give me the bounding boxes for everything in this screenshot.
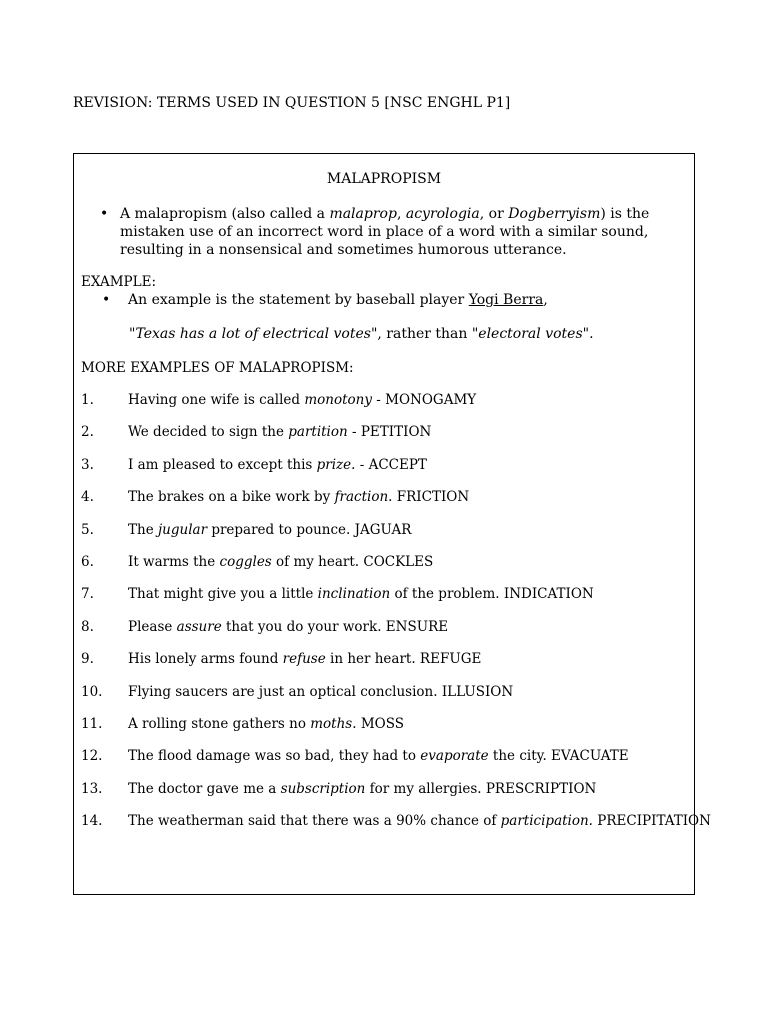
content-box xyxy=(73,153,711,895)
malapropism-word: refuse xyxy=(282,651,326,668)
item-number: 7. xyxy=(81,586,94,603)
item-text: Having one wife is called xyxy=(128,392,305,408)
item-text: It warms the xyxy=(128,554,220,570)
item-text: Please xyxy=(128,618,177,635)
item-number: 5. xyxy=(81,521,94,538)
item-number: 1. xyxy=(81,392,94,408)
correct-word: FRICTION xyxy=(392,489,470,506)
malapropism-word: inclination xyxy=(317,586,391,603)
list-item xyxy=(81,651,481,667)
list-item xyxy=(81,781,596,797)
malapropism-word: partition xyxy=(288,424,348,441)
item-text: I am pleased to except this xyxy=(128,456,317,473)
definition-text: A malapropism (also called a malaprop, acyrologia, or Dogberryism) is the mistaken use of an incorrect word in place of a word with a similar sound, resulting in a nonsensical and sometimes humorous utterance. xyxy=(120,206,650,258)
item-text: The doctor gave me a xyxy=(128,780,281,797)
malapropism-word: monotony xyxy=(304,392,372,408)
example-quote: "Texas has a lot of electrical votes", rather than "electoral votes". xyxy=(129,326,594,342)
example-label: EXAMPLE: xyxy=(81,274,157,290)
malapropism-word: prize. xyxy=(316,456,356,473)
item-text: Flying saucers are just an optical conclusion. ILLUSION xyxy=(128,683,514,700)
correct-word: of the problem. INDICATION xyxy=(390,586,594,603)
item-number: 14. xyxy=(81,813,103,830)
item-number: 10. xyxy=(81,683,103,700)
item-number: 2. xyxy=(81,424,94,441)
list-item xyxy=(81,619,448,635)
list-item xyxy=(81,392,476,408)
correct-word: of my heart. COCKLES xyxy=(271,554,434,570)
list-item xyxy=(81,684,513,700)
item-number: 12. xyxy=(81,748,103,765)
list-item xyxy=(81,813,711,829)
malapropism-word: coggles xyxy=(219,554,272,570)
correct-word: that you do your work. ENSURE xyxy=(221,618,449,635)
malapropism-word: moths. xyxy=(310,716,357,732)
malapropism-word: subscription xyxy=(280,780,366,797)
item-number: 8. xyxy=(81,618,94,635)
malapropism-word: fraction. xyxy=(334,489,393,506)
item-text: We decided to sign the xyxy=(128,424,289,441)
list-item xyxy=(81,748,629,764)
list-item xyxy=(81,586,594,602)
correct-word: prepared to pounce. JAGUAR xyxy=(207,521,412,538)
correct-word: - PETITION xyxy=(347,424,432,441)
list-item xyxy=(81,489,469,505)
malapropism-word: participation. xyxy=(500,813,593,830)
box-title: MALAPROPISM xyxy=(326,171,442,187)
item-text: His lonely arms found xyxy=(128,651,283,668)
list-item xyxy=(81,716,404,732)
item-number: 11. xyxy=(81,716,103,732)
example-line: • An example is the statement by baseball player Yogi Berra, xyxy=(102,292,548,308)
malapropism-word: jugular xyxy=(157,521,208,538)
item-number: 9. xyxy=(81,651,94,668)
more-examples-label: MORE EXAMPLES OF MALAPROPISM: xyxy=(81,360,354,376)
page-heading: REVISION: TERMS USED IN QUESTION 5 [NSC ENGHL P1] xyxy=(73,95,511,111)
list-item xyxy=(81,522,411,538)
item-text: That might give you a little xyxy=(128,586,318,603)
correct-word: - MONOGAMY xyxy=(372,392,477,408)
correct-word: for my allergies. PRESCRIPTION xyxy=(365,780,597,797)
item-number: 13. xyxy=(81,780,103,797)
correct-word: - ACCEPT xyxy=(355,456,427,473)
bullet-icon: • xyxy=(100,206,109,222)
person-name: Yogi Berra xyxy=(468,292,544,308)
item-text: A rolling stone gathers no xyxy=(128,716,311,732)
malapropism-word: assure xyxy=(176,618,222,635)
list-item xyxy=(81,424,431,440)
correct-word: in her heart. REFUGE xyxy=(325,651,482,668)
bullet-icon: • xyxy=(102,292,111,308)
item-text: The flood damage was so bad, they had to xyxy=(128,748,421,765)
correct-word: PRECIPITATION xyxy=(592,813,711,830)
malapropism-word: evaporate xyxy=(420,748,489,765)
item-number: 4. xyxy=(81,489,94,506)
list-item xyxy=(81,554,433,570)
item-text: The xyxy=(128,521,158,538)
correct-word: the city. EVACUATE xyxy=(488,748,629,765)
correct-word: MOSS xyxy=(356,716,404,732)
item-number: 6. xyxy=(81,554,94,570)
item-text: The brakes on a bike work by xyxy=(128,489,335,506)
item-number: 3. xyxy=(81,456,94,473)
definition-paragraph xyxy=(100,205,680,259)
list-item xyxy=(81,457,427,473)
item-text: The weatherman said that there was a 90% chance of xyxy=(128,813,501,830)
